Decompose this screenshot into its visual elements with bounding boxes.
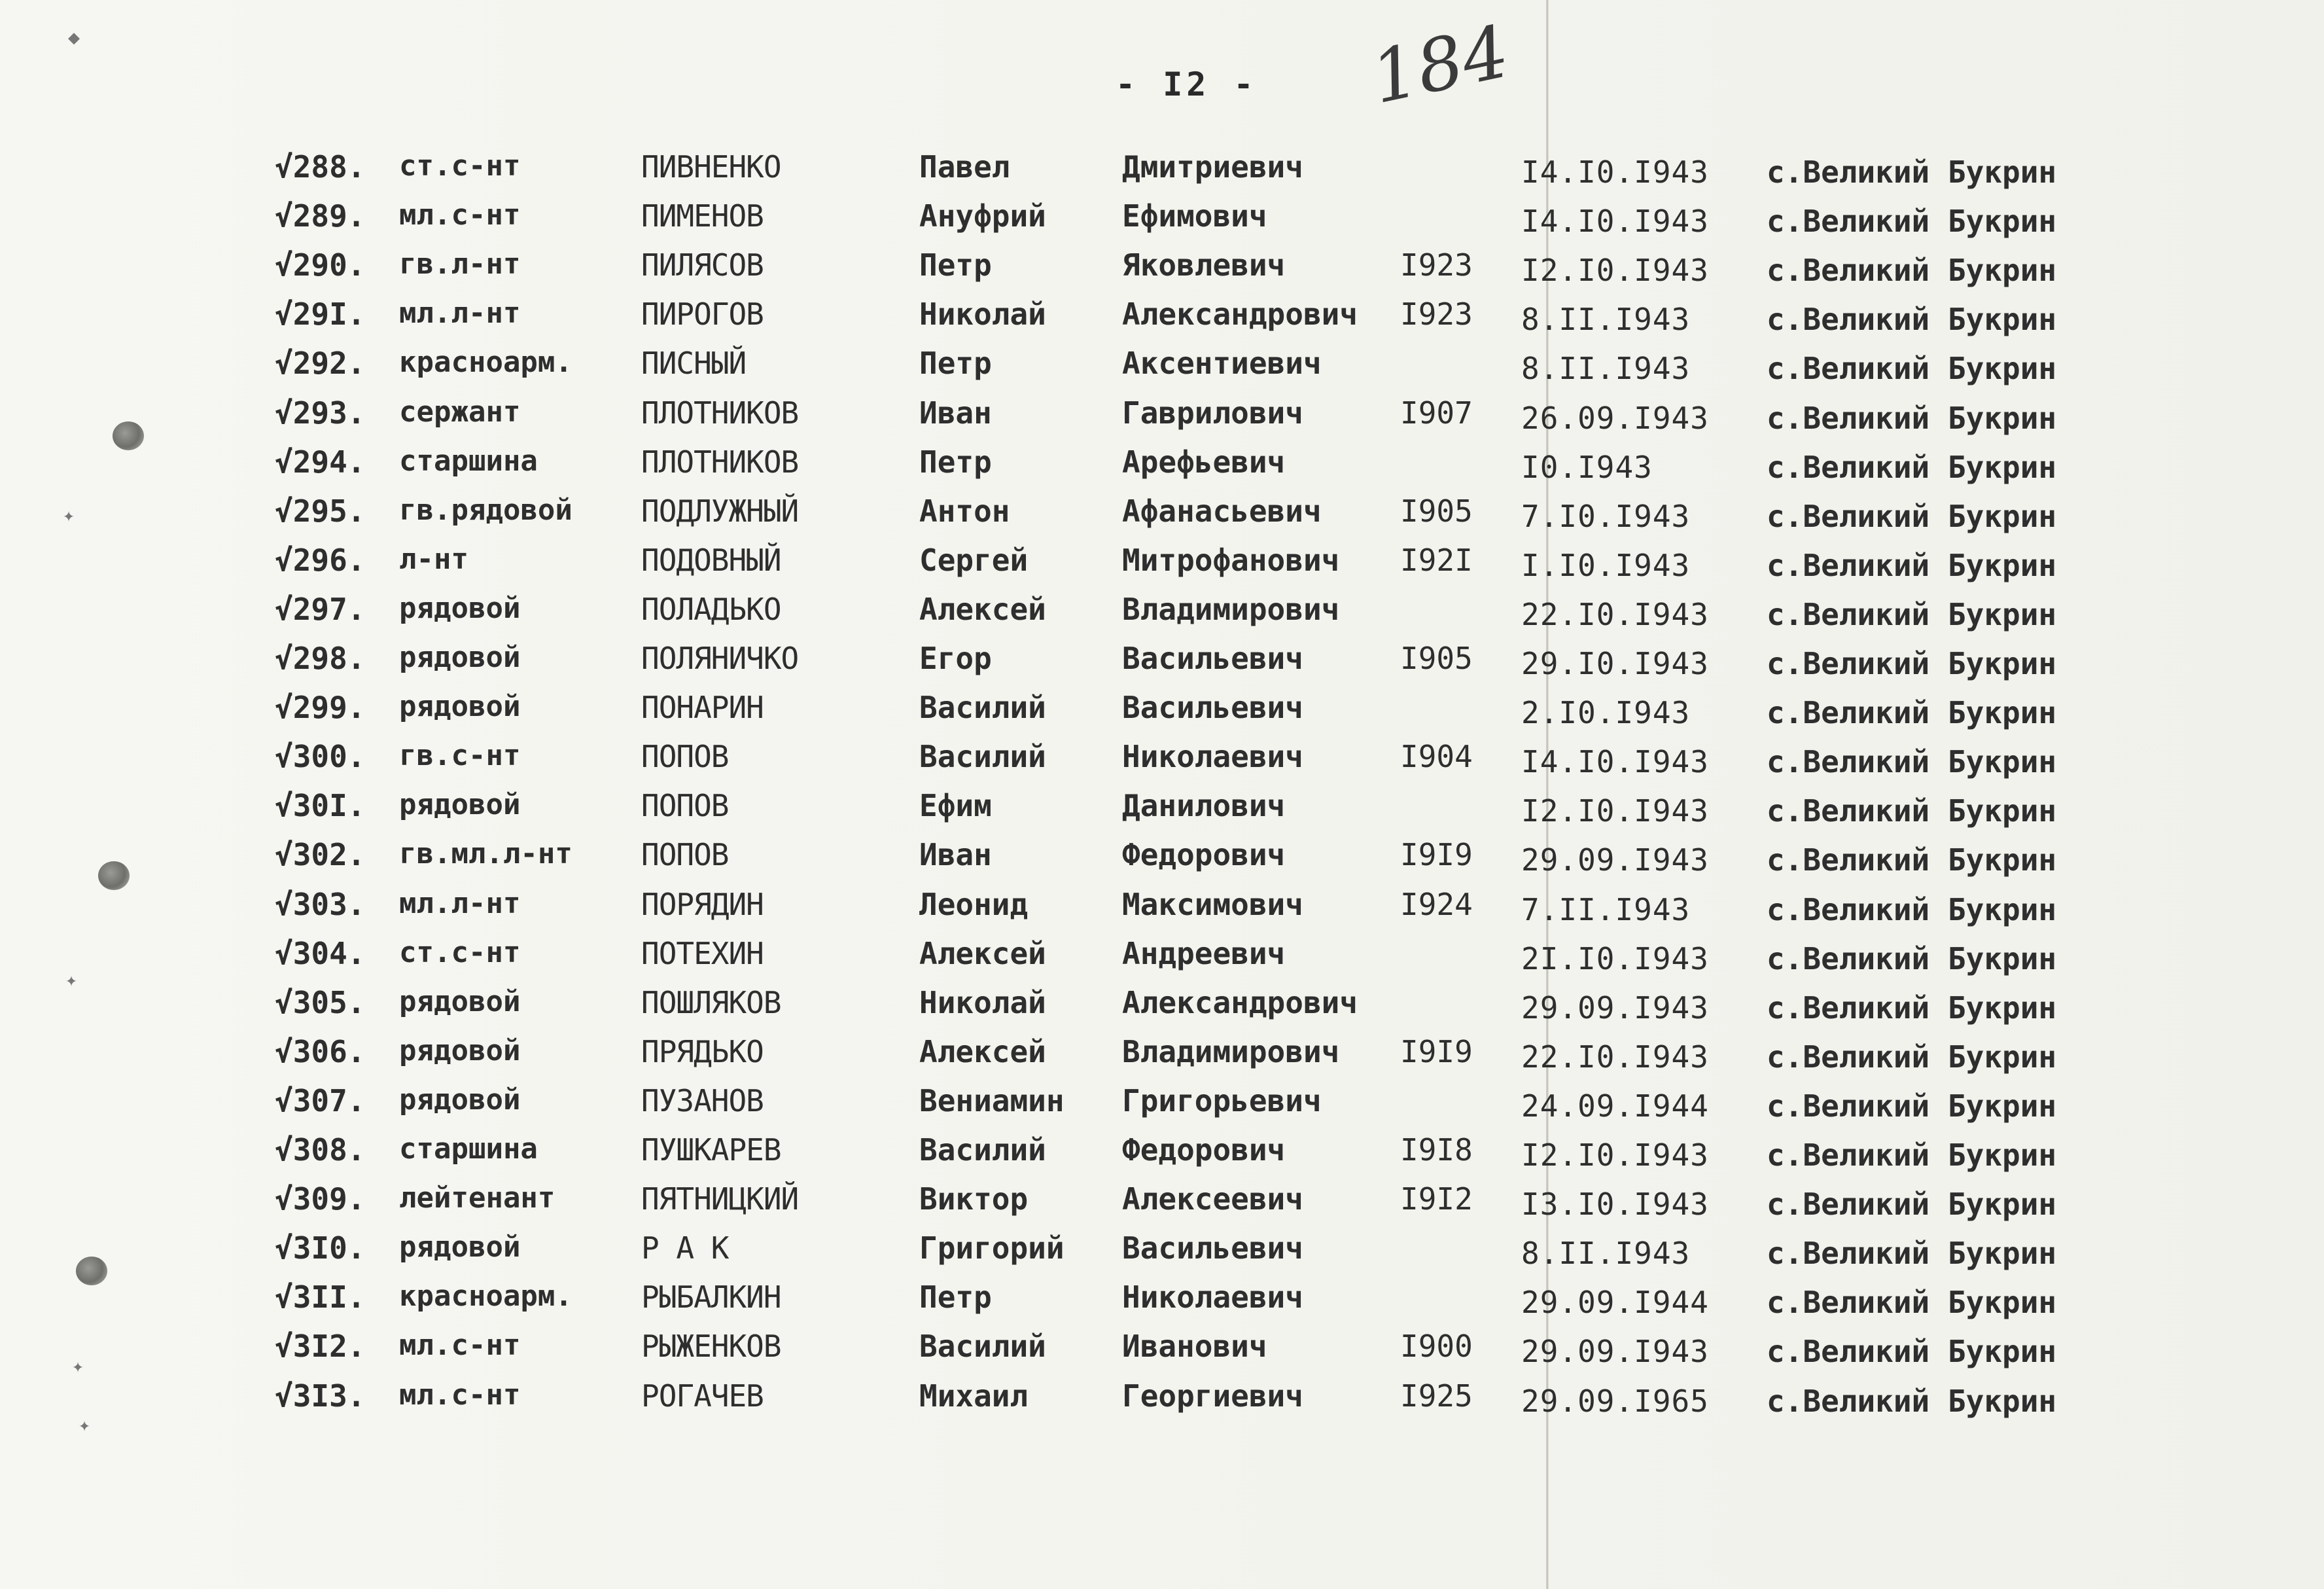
surname: ПОДОВНЫЙ	[641, 543, 781, 578]
patronymic: Иванович	[1122, 1329, 1267, 1364]
burial-place: с.Великий Букрин	[1767, 941, 2057, 976]
burial-place: с.Великий Букрин	[1767, 154, 2057, 190]
burial-place: с.Великий Букрин	[1767, 450, 2057, 485]
paper-mark: ✦	[72, 1355, 84, 1378]
paper-mark: ✦	[79, 1414, 91, 1437]
surname: ПЛОТНИКОВ	[641, 444, 799, 480]
list-row	[0, 1378, 2225, 1427]
entry-number: √296.	[275, 543, 366, 578]
list-row	[0, 690, 2225, 738]
list-row	[0, 739, 2225, 787]
first-name: Ефим	[919, 788, 992, 823]
list-row	[0, 493, 2225, 542]
surname: РЫБАЛКИН	[641, 1279, 781, 1315]
handwritten-archive-number: 184	[1364, 9, 1516, 120]
surname: ПУЗАНОВ	[641, 1083, 764, 1118]
burial-place: с.Великий Букрин	[1767, 646, 2057, 681]
list-row	[0, 1279, 2225, 1328]
entry-number: √303.	[275, 887, 366, 922]
first-name: Василий	[919, 739, 1046, 774]
first-name: Иван	[919, 837, 992, 872]
entry-number: √3I2.	[275, 1329, 366, 1364]
rank: гв.л-нт	[399, 247, 521, 281]
burial-place: с.Великий Букрин	[1767, 401, 2057, 436]
patronymic: Федорович	[1122, 837, 1286, 872]
first-name: Егор	[919, 641, 992, 676]
rank: старшина	[399, 444, 538, 478]
birth-year: I923	[1400, 247, 1473, 283]
birth-year: I9I9	[1400, 1034, 1473, 1069]
list-row	[0, 1181, 2225, 1230]
rank: гв.с-нт	[399, 739, 521, 772]
death-date: 29.09.I943	[1521, 1334, 1709, 1369]
first-name: Ануфрий	[919, 198, 1046, 234]
patronymic: Алексеевич	[1122, 1181, 1303, 1217]
list-row	[0, 543, 2225, 591]
surname: ПИЛЯСОВ	[641, 247, 764, 283]
list-row	[0, 788, 2225, 836]
death-date: 8.II.I943	[1521, 351, 1691, 386]
patronymic: Ефимович	[1122, 198, 1267, 234]
burial-place: с.Великий Букрин	[1767, 1236, 2057, 1271]
patronymic: Владимирович	[1122, 592, 1340, 627]
entry-number: √294.	[275, 444, 366, 480]
surname: ПОПОВ	[641, 739, 729, 774]
rank: красноарм.	[399, 346, 572, 379]
surname: ПОПОВ	[641, 837, 729, 872]
entry-number: √30I.	[275, 788, 366, 823]
rank: рядовой	[399, 641, 521, 674]
rank: рядовой	[399, 1034, 521, 1067]
patronymic: Васильевич	[1122, 641, 1303, 676]
rank: ст.с-нт	[399, 936, 521, 969]
burial-place: с.Великий Букрин	[1767, 695, 2057, 730]
rank: мл.л-нт	[399, 296, 521, 330]
death-date: I4.I0.I943	[1521, 154, 1709, 190]
burial-place: с.Великий Букрин	[1767, 1088, 2057, 1124]
page-number: - I2 -	[1116, 65, 1258, 103]
burial-place: с.Великий Букрин	[1767, 253, 2057, 288]
first-name: Алексей	[919, 592, 1046, 627]
burial-place: с.Великий Букрин	[1767, 1137, 2057, 1173]
death-date: I2.I0.I943	[1521, 1137, 1709, 1173]
birth-year: I925	[1400, 1378, 1473, 1414]
first-name: Иван	[919, 395, 992, 431]
burial-place: с.Великий Букрин	[1767, 499, 2057, 534]
entry-number: √306.	[275, 1034, 366, 1069]
rank: рядовой	[399, 985, 521, 1018]
burial-place: с.Великий Букрин	[1767, 302, 2057, 337]
patronymic: Яковлевич	[1122, 247, 1286, 283]
surname: ПОНАРИН	[641, 690, 764, 725]
patronymic: Федорович	[1122, 1132, 1286, 1168]
patronymic: Владимирович	[1122, 1034, 1340, 1069]
first-name: Петр	[919, 1279, 992, 1315]
first-name: Леонид	[919, 887, 1029, 922]
first-name: Василий	[919, 1132, 1046, 1168]
rank: мл.с-нт	[399, 1378, 521, 1412]
rank: рядовой	[399, 788, 521, 821]
patronymic: Аксентиевич	[1122, 346, 1322, 381]
rank: красноарм.	[399, 1279, 572, 1313]
patronymic: Григорьевич	[1122, 1083, 1322, 1118]
surname: ПОРЯДИН	[641, 887, 764, 922]
burial-place: с.Великий Букрин	[1767, 1187, 2057, 1222]
entry-number: √292.	[275, 346, 366, 381]
first-name: Григорий	[919, 1230, 1065, 1266]
first-name: Виктор	[919, 1181, 1029, 1217]
patronymic: Николаевич	[1122, 1279, 1303, 1315]
list-row	[0, 1329, 2225, 1377]
first-name: Сергей	[919, 543, 1029, 578]
burial-place: с.Великий Букрин	[1767, 1039, 2057, 1075]
death-date: 29.09.I943	[1521, 842, 1709, 878]
first-name: Петр	[919, 247, 992, 283]
rank: лейтенант	[399, 1181, 555, 1215]
list-row	[0, 395, 2225, 444]
death-date: 7.II.I943	[1521, 892, 1691, 927]
surname: ПИВНЕНКО	[641, 149, 781, 185]
surname: ПОЛЯНИЧКО	[641, 641, 799, 676]
entry-number: √307.	[275, 1083, 366, 1118]
list-row	[0, 149, 2225, 198]
patronymic: Данилович	[1122, 788, 1286, 823]
birth-year: I923	[1400, 296, 1473, 332]
entry-number: √295.	[275, 493, 366, 529]
entry-number: √298.	[275, 641, 366, 676]
rank: сержант	[399, 395, 521, 429]
patronymic: Максимович	[1122, 887, 1303, 922]
paper-mark: ✦	[65, 969, 78, 991]
rank: л-нт	[399, 543, 468, 576]
list-row	[0, 346, 2225, 394]
rank: рядовой	[399, 690, 521, 723]
patronymic: Афанасьевич	[1122, 493, 1322, 529]
death-date: 29.09.I965	[1521, 1384, 1709, 1419]
first-name: Петр	[919, 444, 992, 480]
burial-place: с.Великий Букрин	[1767, 548, 2057, 583]
death-date: 29.09.I944	[1521, 1285, 1709, 1320]
birth-year: I905	[1400, 493, 1473, 529]
rank: мл.с-нт	[399, 198, 521, 232]
burial-place: с.Великий Букрин	[1767, 1285, 2057, 1320]
death-date: I3.I0.I943	[1521, 1187, 1709, 1222]
surname: ПЯТНИЦКИЙ	[641, 1181, 799, 1217]
entry-number: √300.	[275, 739, 366, 774]
list-row	[0, 296, 2225, 345]
death-date: 2.I0.I943	[1521, 695, 1691, 730]
first-name: Василий	[919, 690, 1046, 725]
death-date: I4.I0.I943	[1521, 204, 1709, 239]
entry-number: √3I0.	[275, 1230, 366, 1266]
list-row	[0, 936, 2225, 984]
entry-number: √3II.	[275, 1279, 366, 1315]
first-name: Антон	[919, 493, 1010, 529]
surname: ПИРОГОВ	[641, 296, 764, 332]
first-name: Петр	[919, 346, 992, 381]
death-date: 26.09.I943	[1521, 401, 1709, 436]
burial-place: с.Великий Букрин	[1767, 892, 2057, 927]
death-date: 8.II.I943	[1521, 302, 1691, 337]
burial-place: с.Великий Букрин	[1767, 990, 2057, 1026]
list-row	[0, 444, 2225, 493]
patronymic: Георгиевич	[1122, 1378, 1303, 1414]
surname: ПИСНЫЙ	[641, 346, 747, 381]
surname: ПОДЛУЖНЫЙ	[641, 493, 799, 529]
list-row	[0, 985, 2225, 1033]
rank: мл.с-нт	[399, 1329, 521, 1362]
surname: ПУШКАРЕВ	[641, 1132, 781, 1168]
patronymic: Александрович	[1122, 985, 1358, 1020]
list-row	[0, 887, 2225, 935]
death-date: 8.II.I943	[1521, 1236, 1691, 1271]
burial-place: с.Великий Букрин	[1767, 1334, 2057, 1369]
birth-year: I9I2	[1400, 1181, 1473, 1217]
burial-place: с.Великий Букрин	[1767, 1384, 2057, 1419]
surname: РОГАЧЕВ	[641, 1378, 764, 1414]
patronymic: Васильевич	[1122, 690, 1303, 725]
entry-number: √302.	[275, 837, 366, 872]
death-date: 7.I0.I943	[1521, 499, 1691, 534]
surname: Р А К	[641, 1230, 729, 1266]
list-row	[0, 837, 2225, 885]
first-name: Алексей	[919, 936, 1046, 971]
patronymic: Андреевич	[1122, 936, 1286, 971]
rank: мл.л-нт	[399, 887, 521, 920]
surname: ПОТЕХИН	[641, 936, 764, 971]
patronymic: Николаевич	[1122, 739, 1303, 774]
birth-year: I9I8	[1400, 1132, 1473, 1168]
entry-number: √288.	[275, 149, 366, 185]
surname: ПОШЛЯКОВ	[641, 985, 781, 1020]
entry-number: √3I3.	[275, 1378, 366, 1414]
birth-year: I9I9	[1400, 837, 1473, 872]
burial-place: с.Великий Букрин	[1767, 351, 2057, 386]
patronymic: Васильевич	[1122, 1230, 1303, 1266]
rank: рядовой	[399, 1230, 521, 1264]
burial-place: с.Великий Букрин	[1767, 793, 2057, 829]
entry-number: √297.	[275, 592, 366, 627]
death-date: 24.09.I944	[1521, 1088, 1709, 1124]
burial-place: с.Великий Букрин	[1767, 204, 2057, 239]
patronymic: Арефьевич	[1122, 444, 1286, 480]
birth-year: I905	[1400, 641, 1473, 676]
surname: ПЛОТНИКОВ	[641, 395, 799, 431]
rank: гв.рядовой	[399, 493, 572, 527]
list-row	[0, 198, 2225, 247]
surname: ПИМЕНОВ	[641, 198, 764, 234]
patronymic: Гаврилович	[1122, 395, 1303, 431]
death-date: 22.I0.I943	[1521, 597, 1709, 632]
entry-number: √308.	[275, 1132, 366, 1168]
list-row	[0, 247, 2225, 296]
death-date: I0.I943	[1521, 450, 1653, 485]
entry-number: √290.	[275, 247, 366, 283]
rank: рядовой	[399, 1083, 521, 1116]
first-name: Николай	[919, 985, 1046, 1020]
patronymic: Дмитриевич	[1122, 149, 1303, 185]
death-date: 29.I0.I943	[1521, 646, 1709, 681]
death-date: I.I0.I943	[1521, 548, 1691, 583]
rank: ст.с-нт	[399, 149, 521, 183]
birth-year: I907	[1400, 395, 1473, 431]
burial-place: с.Великий Букрин	[1767, 597, 2057, 632]
list-row	[0, 592, 2225, 640]
death-date: 29.09.I943	[1521, 990, 1709, 1026]
first-name: Павел	[919, 149, 1010, 185]
paper-mark: ◆	[68, 26, 80, 49]
patronymic: Митрофанович	[1122, 543, 1340, 578]
rank: старшина	[399, 1132, 538, 1166]
surname: ПОЛАДЬКО	[641, 592, 781, 627]
list-row	[0, 1132, 2225, 1181]
entry-number: √305.	[275, 985, 366, 1020]
list-row	[0, 641, 2225, 689]
first-name: Михаил	[919, 1378, 1029, 1414]
entry-number: √29I.	[275, 296, 366, 332]
list-row	[0, 1230, 2225, 1279]
birth-year: I900	[1400, 1329, 1473, 1364]
death-date: 22.I0.I943	[1521, 1039, 1709, 1075]
entry-number: √293.	[275, 395, 366, 431]
burial-place: с.Великий Букрин	[1767, 744, 2057, 779]
first-name: Алексей	[919, 1034, 1046, 1069]
entry-number: √309.	[275, 1181, 366, 1217]
first-name: Вениамин	[919, 1083, 1065, 1118]
entry-number: √289.	[275, 198, 366, 234]
paper-mark: ✦	[63, 504, 75, 527]
first-name: Николай	[919, 296, 1046, 332]
rank: гв.мл.л-нт	[399, 837, 572, 870]
surname: ПОПОВ	[641, 788, 729, 823]
list-row	[0, 1034, 2225, 1082]
birth-year: I924	[1400, 887, 1473, 922]
burial-place: с.Великий Букрин	[1767, 842, 2057, 878]
surname: ПРЯДЬКО	[641, 1034, 764, 1069]
death-date: I2.I0.I943	[1521, 793, 1709, 829]
rank: рядовой	[399, 592, 521, 625]
list-row	[0, 1083, 2225, 1132]
surname: РЫЖЕНКОВ	[641, 1329, 781, 1364]
death-date: 2I.I0.I943	[1521, 941, 1709, 976]
death-date: I4.I0.I943	[1521, 744, 1709, 779]
patronymic: Александрович	[1122, 296, 1358, 332]
entry-number: √304.	[275, 936, 366, 971]
first-name: Василий	[919, 1329, 1046, 1364]
birth-year: I904	[1400, 739, 1473, 774]
entry-number: √299.	[275, 690, 366, 725]
birth-year: I92I	[1400, 543, 1473, 578]
death-date: I2.I0.I943	[1521, 253, 1709, 288]
